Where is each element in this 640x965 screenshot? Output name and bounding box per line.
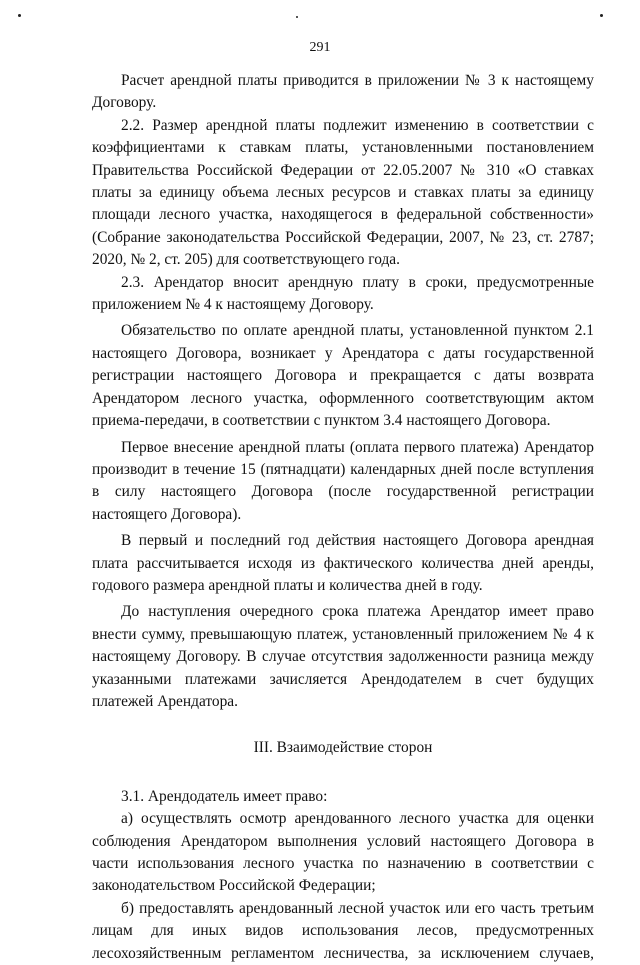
page-number: 291 — [309, 40, 331, 55]
paragraph: В первый и последний год действия настоящего Договора арендная плата рассчитывается исходя из фактического количества дней аренды, годового размера арендной платы и количества дней в году. — [92, 532, 594, 594]
scan-speck — [18, 14, 21, 17]
paragraph: 2.2. Размер арендной платы подлежит изменению в соответствии с коэффициентами к ставкам платы, установленными постановлением Правительства Российской Федерации от 22.05.2007 № 310 «О ставках платы за единицу объема лесных ресурсов и ставках платы за единицу площади лесного участка, находящегося в федеральной собственности» (Собрание законодательства Российской Федерации, 2007, № 23, ст. 2787; 2020, № 2, ст. 205) для соответствующего года. — [92, 116, 594, 269]
scan-speck — [296, 16, 298, 18]
paragraph: б) предоставлять арендованный лесной участок или его часть третьим лицам для иных видов использования лесов, предусмотренных лесохозяйственным регламентом лесничества, за исключением случаев, — [92, 899, 594, 962]
section-title: III. Взаимодействие сторон — [253, 739, 433, 757]
scan-speck — [600, 14, 603, 17]
document-body — [92, 70, 594, 965]
paragraph: а) осуществлять осмотр арендованного лесного участка для оценки соблюдения Арендатором выполнения условий настоящего Договора в части использования лесного участка по назначению в соответствии с законодательством Российской Федерации; — [92, 810, 594, 895]
paragraph: Первое внесение арендной платы (оплата первого платежа) Арендатор производит в течение 15 (пятнадцати) календарных дней после вступления в силу настоящего Договора (после государственной регистрации настоящего Договора). — [92, 438, 594, 523]
paragraph: 2.3. Арендатор вносит арендную плату в сроки, предусмотренные приложением № 4 к настоящему Договору. — [92, 273, 594, 314]
paragraph: Расчет арендной платы приводится в приложении № 3 к настоящему Договору. — [92, 72, 594, 112]
paragraph: Обязательство по оплате арендной платы, установленной пунктом 2.1 настоящего Договора, возникает у Арендатора с даты государственной регистрации настоящего Договора и прекращается с даты возврата Арендатором лесного участка, оформленного соответствующим актом приема-передачи, в соответствии с пунктом 3.4 настоящего Договора. — [92, 322, 594, 430]
paragraph: 3.1. Арендодатель имеет право: — [121, 787, 328, 805]
paragraph: До наступления очередного срока платежа Арендатор имеет право внести сумму, превышающую платеж, установленный приложением № 4 к настоящему Договору. В случае отсутствия задолженности разница между указанными платежами зачисляется Арендодателем в счет будущих платежей Арендатора. — [92, 603, 594, 710]
